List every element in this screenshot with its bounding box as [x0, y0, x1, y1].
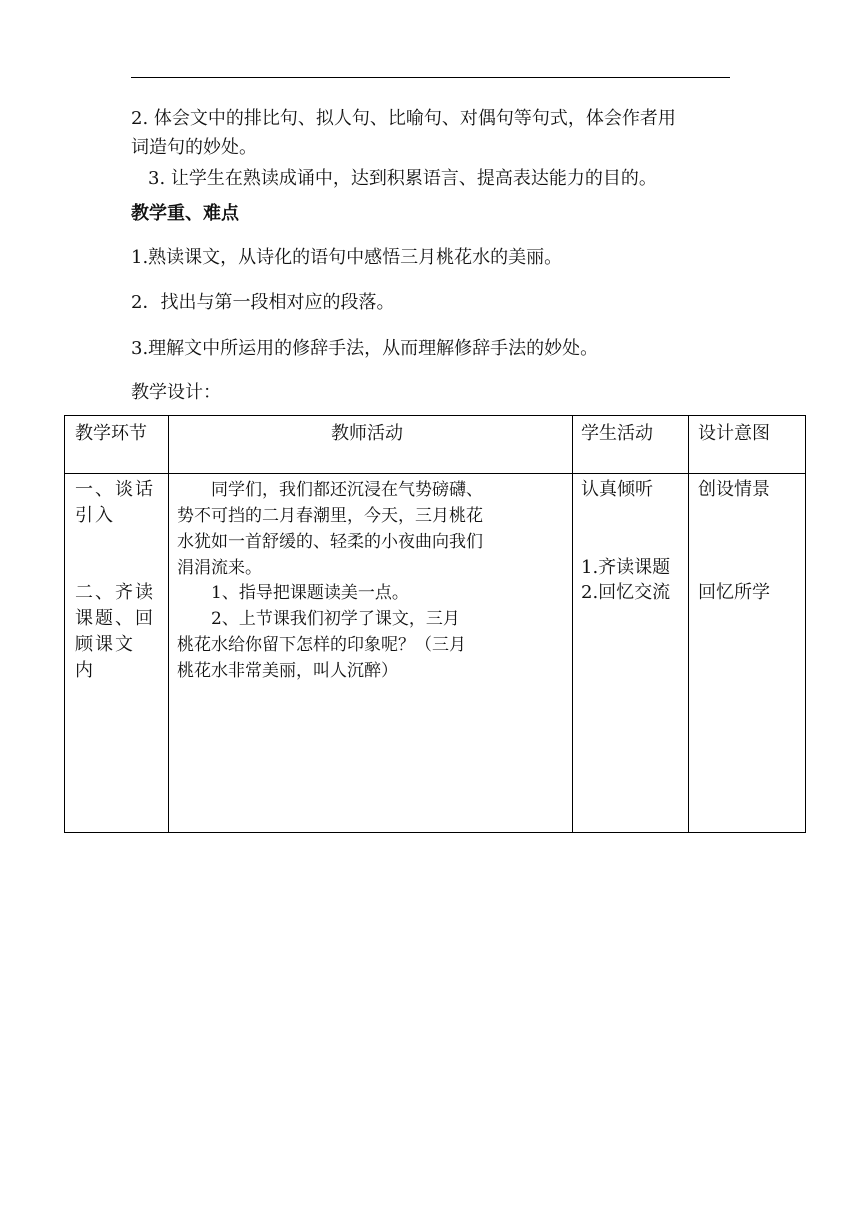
design-intent-2: 回忆所学 — [698, 582, 770, 603]
student-activity-2: 1.齐读课题 — [581, 557, 671, 578]
objective-3: 3. 让学生在熟读成诵中，达到积累语言、提高表达能力的目的。 — [148, 168, 657, 189]
teacher-activity-line-6: 2、上节课我们初学了课文，三月 — [177, 609, 460, 629]
teacher-activity-line-3: 水犹如一首舒缓的、轻柔的小夜曲向我们 — [177, 532, 483, 552]
teacher-activity-line-2: 势不可挡的二月春潮里，今天，三月桃花 — [177, 506, 483, 526]
objective-2-line-1: 2. 体会文中的排比句、拟人句、比喻句、对偶句等句式，体会作者用 — [131, 108, 676, 129]
stage-2-line-1: 二、齐读 — [75, 582, 155, 603]
teaching-design-table — [64, 415, 806, 833]
header-teacher-activity: 教师活动 — [331, 423, 403, 444]
teacher-activity-line-5: 1、指导把课题读美一点。 — [177, 583, 409, 603]
header-stage: 教学环节 — [75, 423, 147, 444]
header-design-intent: 设计意图 — [698, 423, 770, 444]
teacher-activity-line-4: 涓涓流来。 — [177, 558, 262, 578]
column-divider — [688, 416, 689, 832]
key-points-heading: 教学重、难点 — [131, 203, 239, 224]
teaching-design-label: 教学设计： — [131, 382, 221, 403]
stage-2-line-3: 顾课文 — [75, 634, 135, 655]
header-row-divider — [65, 473, 805, 474]
stage-1-line-1: 一、谈话 — [75, 479, 155, 500]
teacher-activity-line-8: 桃花水非常美丽，叫人沉醉） — [177, 661, 398, 681]
design-intent-1: 创设情景 — [698, 479, 770, 500]
header-student-activity: 学生活动 — [581, 423, 653, 444]
column-divider — [168, 416, 169, 832]
key-point-3: 3.理解文中所运用的修辞手法，从而理解修辞手法的妙处。 — [131, 338, 599, 359]
header-rule — [131, 77, 730, 78]
column-divider — [572, 416, 573, 832]
key-point-1: 1.熟读课文，从诗化的语句中感悟三月桃花水的美丽。 — [131, 247, 563, 268]
objective-2-line-2: 词造句的妙处。 — [131, 137, 257, 158]
student-activity-3: 2.回忆交流 — [581, 582, 671, 603]
student-activity-1: 认真倾听 — [581, 479, 653, 500]
stage-2-line-2: 课题、回 — [75, 608, 155, 629]
teacher-activity-line-1: 同学们，我们都还沉浸在气势磅礴、 — [177, 480, 483, 500]
stage-1-line-2: 引入 — [75, 505, 115, 526]
key-point-2: 2．找出与第一段相对应的段落。 — [131, 292, 395, 313]
stage-2-line-4: 内 — [75, 660, 95, 681]
teacher-activity-line-7: 桃花水给你留下怎样的印象呢？（三月 — [177, 635, 466, 655]
